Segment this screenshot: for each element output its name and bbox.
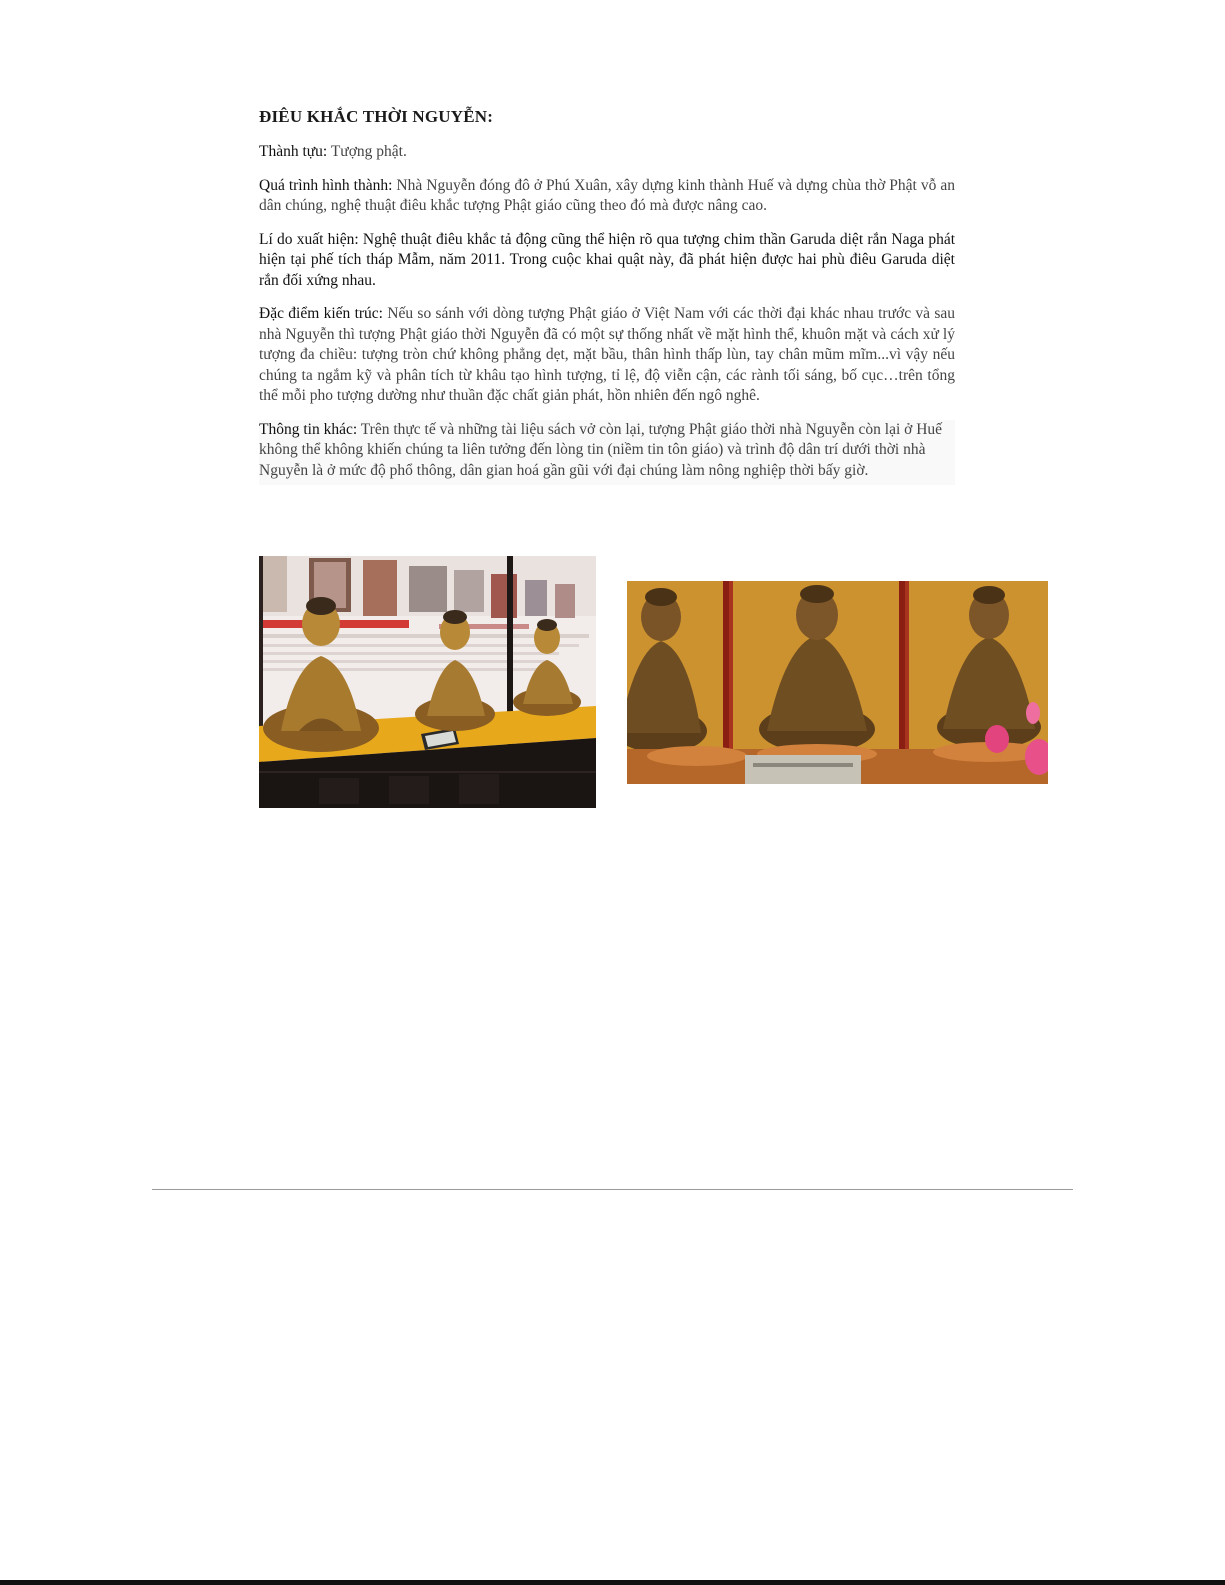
features-text: Nếu so sánh với dòng tượng Phật giáo ở Việt Nam với các thời đại khác nhau trước và sau nhà Nguyễn thì tượng Phật giáo thời Nguyễn đã có một sự thống nhất về mặt hình thể, khuôn mặt và cách xử lý tượng đa chiều: tượng tròn chứ không phẳng dẹt, mặt bầu, thân hình thấp lùn, tay chân mũm mĩm...vì vậy nếu chúng ta ngắm kỹ và phân tích từ khâu tạo hình tượng, tỉ lệ, độ viễn cận, các rành tối sáng, bố cục…trên tổng thể mỗi pho tượng dường như thuần đặc chất giản phát, hồn nhiên đến ngô nghê. bbox=[259, 305, 955, 404]
section-heading: ĐIÊU KHẮC THỜI NGUYỄN: bbox=[259, 107, 494, 126]
other-info-label: Thông tin khác: bbox=[259, 420, 361, 438]
reason-text: Nghệ thuật điêu khắc tả động cũng thể hiện rõ qua tượng chim thần Garuda diệt rắn Naga phát hiện tại phế tích tháp Mẫm, năm 2011. Trong cuộc khai quật này, đã phát hiện được hai phù điêu Garuda diệt rắn đối xứng nhau. bbox=[259, 230, 956, 289]
reason-label: Lí do xuất hiện: bbox=[259, 230, 363, 248]
features-paragraph bbox=[259, 304, 955, 407]
formation-paragraph bbox=[259, 176, 955, 217]
golden-buddhas-illustration bbox=[627, 581, 1048, 784]
other-info-paragraph bbox=[259, 420, 955, 486]
achievement-paragraph bbox=[259, 142, 955, 163]
reason-paragraph bbox=[259, 230, 955, 292]
bottom-edge-bar bbox=[0, 1580, 1225, 1585]
other-info-text: Trên thực tế và những tài liệu sách vở còn lại, tượng Phật giáo thời nhà Nguyễn còn lại ở Huế không thể không khiến chúng ta liên tưởng đến lòng tin (niềm tin tôn giáo) và trình độ dân trí dưới thời nhà Nguyễn là ở mức độ phổ thông, dân gian hoá gần gũi với đại chúng làm nông nghiệp thời bấy giờ. bbox=[259, 420, 943, 479]
golden-buddhas-photo bbox=[627, 581, 1048, 784]
buddha-display-case-photo bbox=[259, 556, 596, 808]
features-label: Đặc điểm kiến trúc: bbox=[259, 305, 388, 322]
buddha-display-case-illustration bbox=[259, 556, 596, 808]
achievement-label: Thành tựu: bbox=[259, 143, 331, 160]
achievement-text: Tượng phật. bbox=[330, 143, 407, 160]
formation-text: Nhà Nguyễn đóng đô ở Phú Xuân, xây dựng kinh thành Huế và dựng chùa thờ Phật vỗ an dân chúng, nghệ thuật điêu khắc tượng Phật giáo cũng theo đó mà được nâng cao. bbox=[259, 176, 955, 214]
document-body bbox=[259, 106, 955, 498]
page-divider-line bbox=[152, 1189, 1073, 1190]
formation-label: Quá trình hình thành: bbox=[259, 176, 397, 194]
